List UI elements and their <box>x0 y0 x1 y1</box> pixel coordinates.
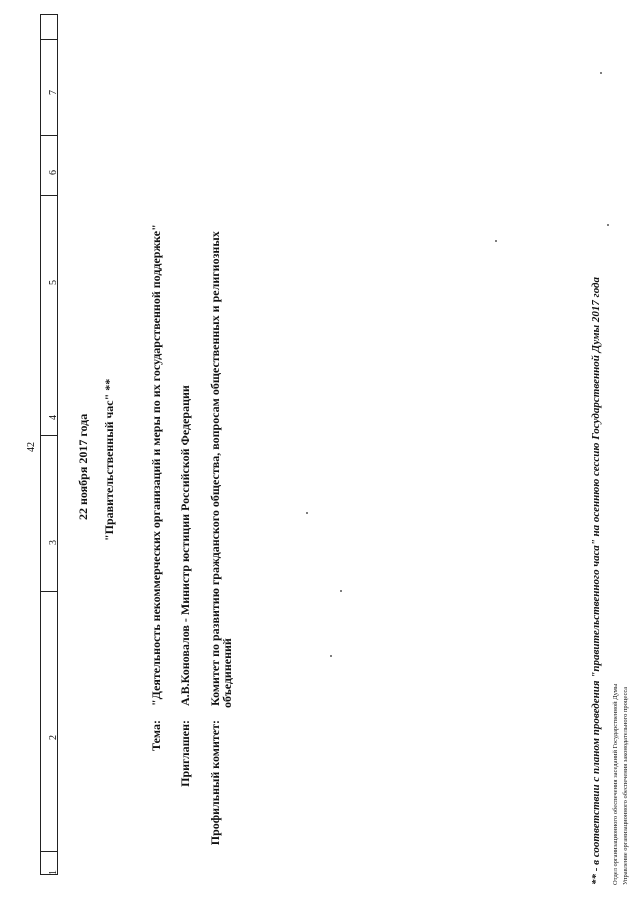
column-header-table <box>40 14 58 875</box>
committee-value-line2: объединений <box>220 638 234 708</box>
scan-speck <box>607 224 609 226</box>
theme-label: Тема: <box>149 720 163 751</box>
committee-label: Профильный комитет: <box>208 720 222 846</box>
invited-label: Приглашен: <box>178 720 192 787</box>
event-title: "Правительственный час" ** <box>102 378 116 541</box>
column-4-label: 4 <box>48 415 59 420</box>
committee-row <box>206 231 224 875</box>
scan-speck <box>330 655 332 657</box>
column-5-label: 5 <box>48 280 59 285</box>
footnote-stars: ** <box>590 874 602 885</box>
page-number: 42 <box>26 442 37 452</box>
footer-department: Отдел организационного обеспечения заседаний Государственной Думы <box>612 683 619 885</box>
invited-value: А.В.Коновалов - Министр юстиции Российской Федерации <box>178 385 192 706</box>
session-date: 22 ноября 2017 года <box>76 413 90 520</box>
invited-row <box>176 385 194 875</box>
committee-value-line1: Комитет по развитию гражданского общества, вопросам общественных и религиозных <box>208 231 222 706</box>
column-2-label: 2 <box>48 735 59 740</box>
footnote <box>590 277 602 885</box>
column-7-label: 7 <box>48 90 59 95</box>
scan-speck <box>306 512 308 514</box>
column-6-label: 6 <box>48 170 59 175</box>
scan-speck <box>600 72 602 74</box>
theme-value: "Деятельность некоммерческих организаций и меры по их государственной поддержке" <box>149 224 163 706</box>
footnote-text: - в соответствии с планом проведения "правительственного часа" на осеннюю сессию Государственной Думы 2017 года <box>590 276 602 874</box>
scan-speck <box>495 240 497 242</box>
column-1-label: 1 <box>48 870 59 875</box>
footer-directorate: Управление организационного обеспечения законодательного процесса <box>622 686 629 885</box>
theme-row <box>147 224 165 875</box>
column-3-label: 3 <box>48 540 59 545</box>
scan-speck <box>340 590 342 592</box>
